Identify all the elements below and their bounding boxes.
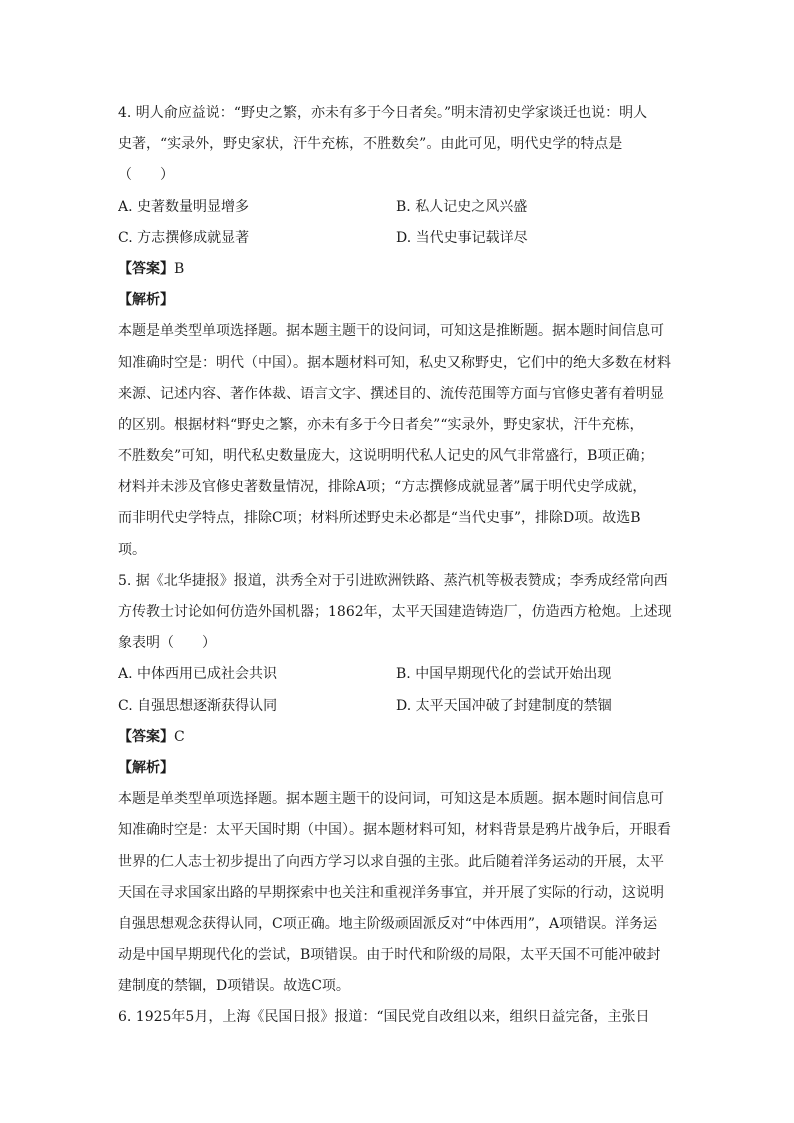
option-row: [118, 659, 674, 690]
answer-line: [118, 722, 674, 753]
answer-line: [118, 254, 674, 285]
option-a: A. 中体西用已成社会共识: [118, 666, 278, 683]
question-5: [118, 566, 674, 1003]
analysis-line: 来源、记述内容、著作体裁、语言文字、撰述目的、流传范围等方面与官修史著有着明显: [118, 385, 664, 402]
option-d: D. 当代史事记载详尽: [396, 229, 528, 246]
analysis-line: 知准确时空是：明代（中国）。据本题材料可知，私史又称野史，它们中的绝大多数在材料: [118, 354, 671, 371]
analysis-line: 而非明代史学特点，排除C项；材料所述野史未必都是“当代史事”，排除D项。故选B: [118, 510, 641, 527]
analysis-line: 自强思想观念获得认同，C项正确。地主阶级顽固派反对“中体西用”，A项错误。洋务运: [118, 915, 658, 932]
answer-label: 【答案】: [118, 728, 174, 745]
analysis-line: 本题是单类型单项选择题。据本题主题干的设问词，可知这是推断题。据本题时间信息可: [118, 323, 664, 340]
analysis-line: 动是中国早期现代化的尝试，B项错误。由于时代和阶级的局限，太平天国不可能冲破封: [118, 947, 661, 964]
analysis-line: 材料并未涉及官修史著数量情况，排除A项；“方志撰修成就显著”属于明代史学成就，: [118, 479, 647, 496]
analysis-line: 不胜数矣”可知，明代私史数量庞大，这说明明代私人记史的风气非常盛行，B项正确；: [118, 448, 654, 465]
answer-value: C: [174, 728, 185, 745]
analysis-line: 本题是单类型单项选择题。据本题主题干的设问词，可知这是本质题。据本题时间信息可: [118, 791, 664, 808]
option-row: [118, 691, 674, 722]
option-b: B. 私人记史之风兴盛: [396, 198, 528, 215]
analysis-line: 世界的仁人志士初步提出了向西方学习以求自强的主张。此后随着洋务运动的开展，太平: [118, 853, 664, 870]
analysis-line: 天国在寻求国家出路的早期探索中也关注和重视洋务事宜，并开展了实际的行动，这说明: [118, 884, 664, 901]
option-d: D. 太平天国冲破了封建制度的禁锢: [396, 697, 612, 714]
option-row: [118, 223, 674, 254]
answer-label: 【答案】: [118, 260, 174, 277]
question-4: [118, 98, 674, 566]
analysis-line: 的区别。根据材料“野史之繁，亦未有多于今日者矣”“实录外，野史家状，汗牛充栋，: [118, 416, 644, 433]
question-stem-line: 6. 1925年5月，上海《民国日报》报道：“国民党自改组以来，组织日益完备，主张日: [118, 1009, 650, 1026]
question-stem-line: 方传教士讨论如何仿造外国机器；1862年，太平天国建造铸造厂，仿造西方枪炮。上述现: [118, 604, 672, 620]
analysis-label: 【解析】: [118, 292, 174, 309]
question-stem-line: 象表明（ ）: [118, 635, 216, 652]
analysis-line: 建制度的禁锢，D项错误。故选C项。: [118, 978, 350, 995]
option-a: A. 史著数量明显增多: [118, 198, 250, 215]
answer-value: B: [174, 260, 185, 277]
question-6: [118, 1002, 674, 1033]
question-stem-line: （ ）: [118, 167, 174, 184]
analysis-line: 知准确时空是：太平天国时期（中国）。据本题材料可知，材料背景是鸦片战争后，开眼看: [118, 822, 671, 839]
question-stem-line: 5. 据《北华捷报》报道，洪秀全对于引进欧洲铁路、蒸汽机等极表赞成；李秀成经常向西: [118, 572, 668, 589]
exam-page: [118, 98, 674, 1034]
option-c: C. 自强思想逐渐获得认同: [118, 697, 278, 714]
analysis-line: 项。: [118, 541, 146, 558]
analysis-label: 【解析】: [118, 759, 174, 776]
question-stem-line: 史著，“实录外，野史家状，汗牛充栋，不胜数矣”。由此可见，明代史学的特点是: [118, 136, 623, 153]
question-stem-line: 4. 明人俞应益说：“野史之繁，亦未有多于今日者矣。”明末清初史学家谈迁也说：明人: [118, 105, 648, 121]
option-c: C. 方志撰修成就显著: [118, 229, 250, 246]
option-b: B. 中国早期现代化的尝试开始出现: [396, 666, 612, 683]
option-row: [118, 192, 674, 223]
